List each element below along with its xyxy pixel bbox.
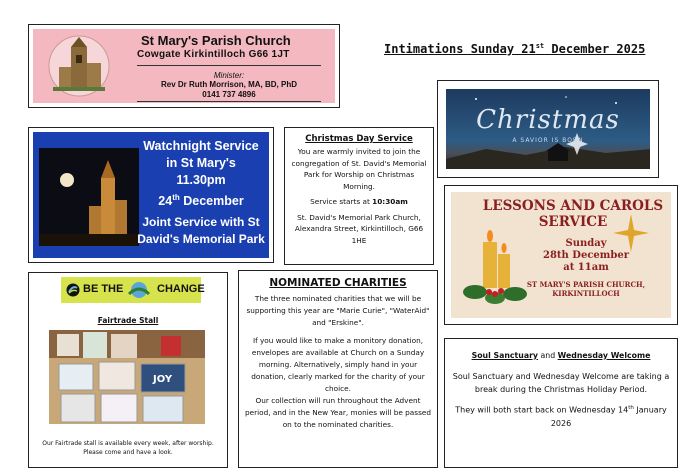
charities-donation-info: If you would like to make a monitory donation, envelopes are available at Church on a Sunday morning. Alternatively, simply hand in your donation, clearly marked for the charity of your choice.	[251, 336, 425, 393]
christmas-tagline: A SAVIOR IS BORN	[512, 137, 584, 144]
watchnight-time: 11.30pm	[176, 173, 226, 187]
hands-globe-icon	[125, 280, 153, 300]
christmas-heading: Christmas	[476, 105, 620, 135]
church-night-photo	[39, 148, 139, 246]
watchnight-title: Watchnight Service	[143, 139, 259, 153]
church-header	[28, 24, 340, 108]
event-time: at 11am	[563, 262, 609, 273]
minister-name: Rev Dr Ruth Morrison, MA, BD, PhD	[160, 80, 297, 89]
time-value: 10:30am	[372, 197, 408, 206]
christmas-banner	[437, 80, 659, 178]
watchnight-joint-service: Joint Service with St David's Memorial Park	[137, 215, 265, 246]
phone-number: 0141 737 4896	[202, 90, 256, 99]
date-month: December	[179, 194, 244, 209]
christmas-image	[446, 89, 650, 169]
section-title	[451, 351, 671, 360]
fairtrade-stall-title: Fairtrade Stall	[97, 316, 159, 325]
divider	[137, 101, 321, 102]
service-time	[289, 196, 429, 208]
christmas-day-service	[284, 127, 434, 265]
time-label: Service starts at	[310, 197, 373, 206]
watchnight-date	[137, 189, 265, 210]
banner-text-right: CHANGE	[157, 283, 205, 295]
event-day: Sunday	[565, 238, 607, 249]
lessons-carols-panel	[451, 192, 671, 318]
lessons-carols-title: LESSONS AND CAROLS SERVICE	[482, 198, 664, 230]
banner-text-left: BE THE	[83, 283, 124, 295]
joy-card-text: JOY	[153, 374, 173, 385]
service-invitation: You are warmly invited to join the congregation of St. David's Memorial Park for Worship on Christmas Morning.	[291, 147, 427, 191]
soul-sanctuary-restart	[451, 402, 671, 430]
be-the-change-banner	[61, 277, 205, 303]
title-ordinal: st	[535, 42, 545, 50]
fairtrade-note: Our Fairtrade stall is available every week, after worship. Please come and have a look.	[42, 440, 214, 456]
section-title: NOMINATED CHARITIES	[269, 277, 407, 289]
header-panel	[33, 29, 335, 103]
soul-sanctuary-notice	[444, 338, 678, 468]
title-and: and	[538, 351, 558, 360]
title-text: Intimations Sunday 21	[384, 42, 536, 56]
title-part-a: Soul Sanctuary	[471, 351, 539, 360]
date-ordinal: th	[172, 193, 180, 202]
date-day: 24	[158, 194, 173, 209]
event-date: 28th December	[543, 250, 629, 261]
watchnight-venue: in St Mary's	[166, 156, 236, 170]
restart-ordinal: th	[628, 405, 634, 411]
charities-collection-info: Our collection will run throughout the Advent period, and in the New Year, monies will be passed on to the nominated charities.	[245, 396, 431, 429]
church-address: Cowgate Kirkintilloch G66 1JT	[137, 49, 290, 60]
lessons-carols-church: ST MARY'S PARISH CHURCH, KIRKINTILLOCH	[526, 280, 646, 298]
soul-sanctuary-body: Soul Sanctuary and Wednesday Welcome are taking a break during the Christmas Holiday Period.	[452, 372, 670, 394]
page-title	[384, 42, 645, 56]
section-title: Christmas Day Service	[305, 134, 413, 144]
divider	[137, 65, 321, 66]
lessons-carols-notice	[444, 185, 678, 325]
restart-text: They will both start back on Wednesday 14	[455, 405, 629, 415]
fairtrade-stall-photo	[49, 330, 205, 424]
title-date: December 2025	[544, 42, 646, 56]
nominated-charities	[238, 270, 438, 468]
church-logo-icon	[43, 33, 115, 99]
fairtrade-notice	[28, 272, 228, 468]
lessons-carols-date	[507, 238, 665, 274]
restart-date: January 2026	[550, 405, 667, 428]
church-name: St Mary's Parish Church	[141, 33, 291, 48]
watchnight-notice	[28, 127, 274, 263]
title-part-b: Wednesday Welcome	[557, 351, 651, 360]
watchnight-panel	[33, 132, 269, 258]
watchnight-details	[137, 138, 265, 210]
charities-intro: The three nominated charities that we will be supporting this year are "Marie Curie", "WaterAid" and "Erskine".	[246, 294, 430, 327]
service-venue: St. David's Memorial Park Church, Alexandra Street, Kirkintilloch, G66 1HE	[294, 212, 424, 245]
minister-label: Minister:	[213, 71, 245, 80]
fairtrade-logo-icon	[66, 283, 80, 297]
